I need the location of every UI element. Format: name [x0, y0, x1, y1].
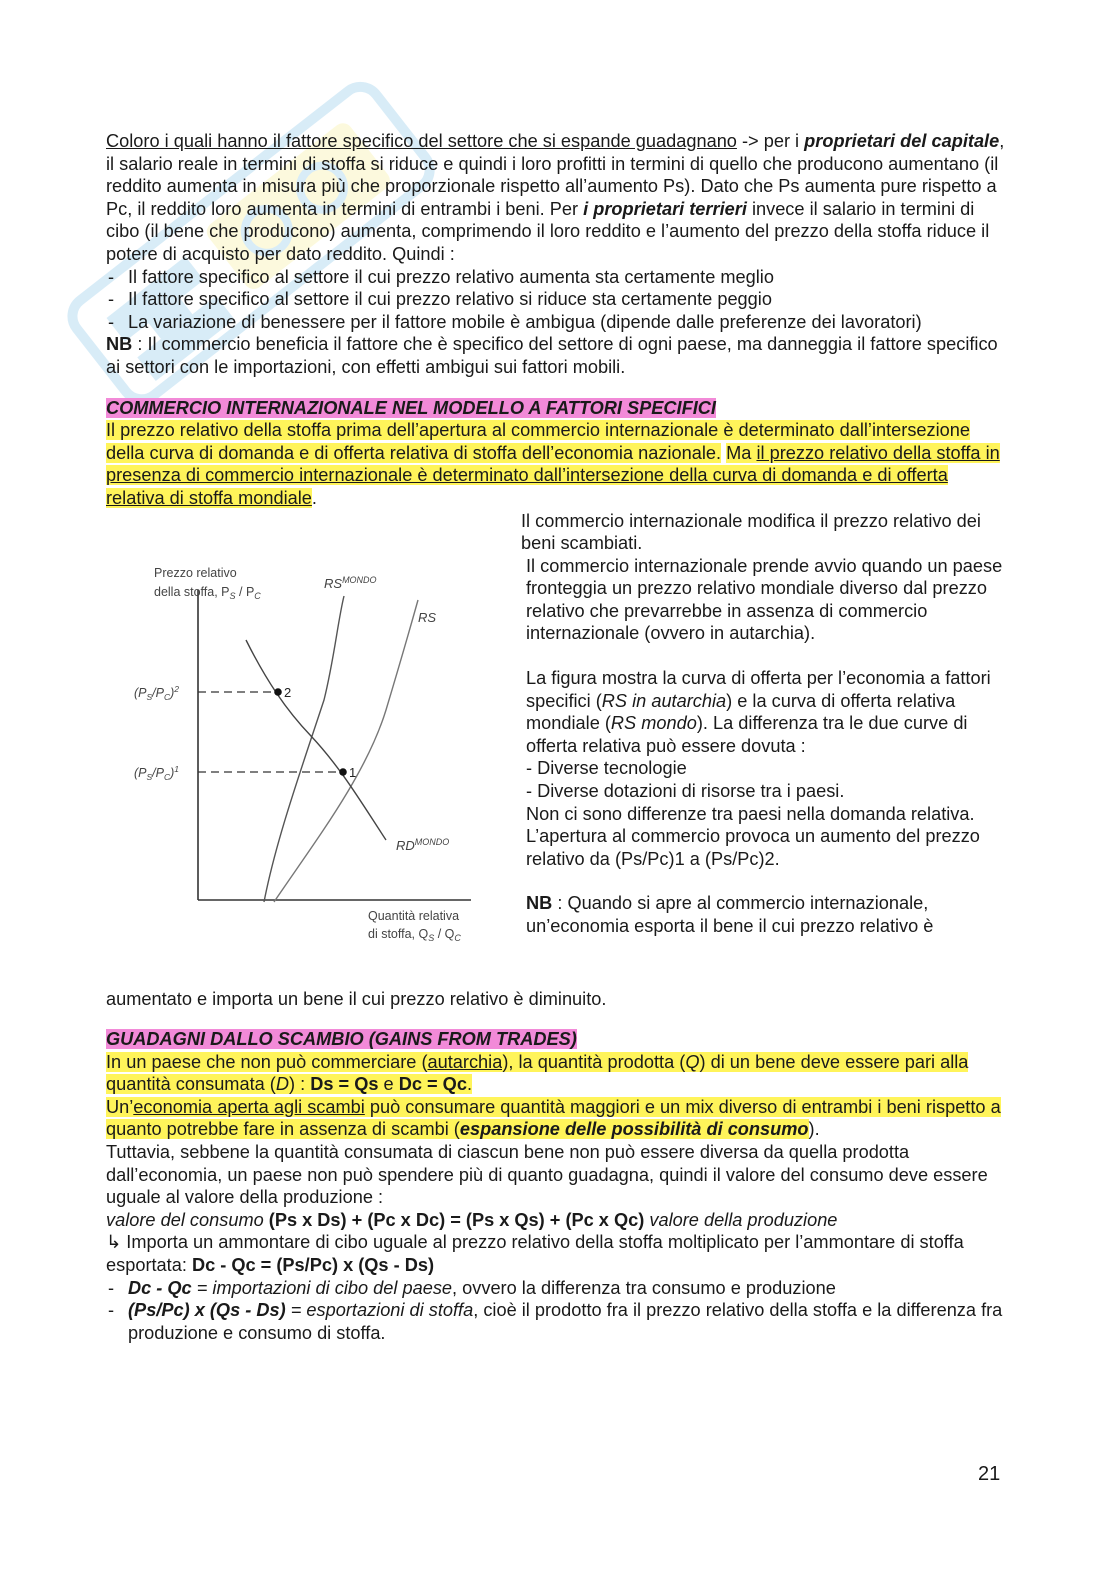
bullet-list-1: [106, 266, 1006, 334]
y-axis-label-1: Prezzo relativo: [154, 565, 237, 580]
price-level-2-label: $(P_S/P_C)^2$: [134, 683, 180, 702]
nb-paragraph-2: NB : Quando si apre al commercio internazionale, un’economia esporta il bene il cui prezzo relativo è: [526, 893, 934, 936]
section-title-commercio: COMMERCIO INTERNAZIONALE NEL MODELLO A FATTORI SPECIFICI: [106, 397, 716, 418]
return-arrow-icon: ↳: [106, 1232, 122, 1253]
value-equation: valore del consumo (Ps x Ds) + (Pc x Dc) = (Ps x Qs) + (Pc x Qc) valore della produzione: [106, 1209, 838, 1230]
point-1-label: 1: [349, 764, 357, 780]
list-item: - La variazione di benessere per il fattore mobile è ambigua (dipende dalle preferenze dei lavoratori): [106, 311, 1006, 334]
section2-paragraph-a: In un paese che non può commerciare (autarchia), la quantità prodotta (Q) di un bene deve essere pari alla quantità consumata (D) : Ds = Qs e Dc = Qc.: [106, 1051, 969, 1095]
x-axis-label-2: di stoffa, $Q_S / Q_C$: [368, 926, 461, 943]
equilibrium-point-2: [274, 688, 282, 696]
section2-paragraph-b: Un’economia aperta agli scambi può consumare quantità maggiori e un mix diverso di entrambi i beni rispetto a quanto potrebbe fare in assenza di scambi (espansione delle possibilità di consumo).: [106, 1096, 1001, 1140]
figtext-p4: Non ci sono differenze tra paesi nella domanda relativa. L’apertura al commercio provoca un aumento del prezzo relativo da (Ps/Pc)1 a (Ps/Pc)2.: [526, 803, 980, 869]
relative-supply-demand-figure: [106, 510, 506, 988]
list-item: - Dc - Qc = importazioni di cibo del paese, ovvero la differenza tra consumo e produzione: [106, 1277, 1006, 1300]
equilibrium-point-1: [339, 768, 347, 776]
rs-label: RS: [418, 609, 437, 625]
figtext-l1: - Diverse tecnologie: [526, 758, 687, 779]
y-axis-label-2: della stoffa, $P_S / P_C$: [154, 584, 261, 601]
figtext-p1: Il commercio internazionale modifica il prezzo relativo dei beni scambiati.: [521, 510, 981, 554]
nb-paragraph-2-cont: aumentato e importa un bene il cui prezzo relativo è diminuito.: [106, 988, 607, 1009]
land-owners: i proprietari terrieri: [583, 198, 747, 219]
figtext-l2: - Diverse dotazioni di risorse tra i paesi.: [526, 781, 845, 802]
point-2-label: 2: [284, 684, 292, 700]
section1-paragraph: Il prezzo relativo della stoffa prima dell’apertura al commercio internazionale è determinato dall’intersezione della curva di domanda e di offerta relativa di stoffa dell’economia nazionale. Ma il prezzo relativo della stoffa in presenza di commercio internazionale è determinato dall’intersezione della curva di domanda e di offerta relativa di stoffa mondiale.: [106, 420, 1000, 508]
capital-owners: proprietari del capitale: [804, 131, 1000, 151]
rs-mondo-curve: [264, 596, 344, 902]
list-item: - Il fattore specifico al settore il cui prezzo relativo aumenta sta certamente meglio: [106, 266, 1006, 289]
section2-paragraph-c: Tuttavia, sebbene la quantità consumata di ciascun bene non può essere diversa da quella prodotta dall’economia, un paese non può spendere più di quanto guadagna, quindi il valore del consumo deve essere uguale al valore della produzione :: [106, 1142, 988, 1208]
section-title-guadagni: GUADAGNI DALLO SCAMBIO (GAINS FROM TRADES): [106, 1029, 577, 1050]
figtext-p3: La figura mostra la curva di offerta per l’economia a fattori specifici (RS in autarchia) e la curva di offerta relativa mondiale (RS mondo). La differenza tra le due curve di offerta relativa può essere dovuta :: [526, 668, 991, 756]
figtext-p2: Il commercio internazionale prende avvio quando un paese fronteggia un prezzo relativo mondiale diverso dal prezzo relativo che prevarrebbe in assenza di commercio internazionale (ovvero in autarchia).: [526, 555, 1003, 644]
figure-row: [106, 510, 1006, 988]
figure-explanation: [521, 510, 1006, 938]
price-level-1-label: $(P_S/P_C)^1$: [134, 763, 180, 782]
intro-paragraph: Coloro i quali hanno il fattore specifico del settore che si espande guadagnano -> per i proprietari del capitale, il salario reale in termini di stoffa si riduce e quindi i loro profitti in termini di quello che producono aumentano (il reddito aumenta in misura più che proporzionale rispetto all’aumento Ps). Dato che Ps aumenta pure rispetto a Pc, il reddito loro aumenta in termini di entrambi i beni. Per i proprietari terrieri invece il salario in termini di cibo (il bene che producono) aumenta, comprimendo il loro reddito e l’aumento del prezzo della stoffa riduce il potere di acquisto per dato reddito. Quindi :: [106, 131, 1005, 264]
list-item: - Il fattore specifico al settore il cui prezzo relativo si riduce sta certamente peggio: [106, 288, 1006, 311]
nb-paragraph-1: NB : Il commercio beneficia il fattore che è specifico del settore di ogni paese, ma danneggia il fattore specifico ai settori con le importazioni, con effetti ambigui sui fattori mobili.: [106, 334, 998, 377]
list-item: - (Ps/Pc) x (Qs - Ds) = esportazioni di stoffa, cioè il prodotto fra il prezzo relativo della stoffa e la differenza fra produzione e consumo di stoffa.: [106, 1299, 1006, 1344]
import-equation-paragraph: ↳ Importa un ammontare di cibo uguale al prezzo relativo della stoffa moltiplicato per l’ammontare di stoffa esportata: Dc - Qc = (Ps/Pc) x (Qs - Ds): [106, 1232, 964, 1276]
bullet-list-2: [106, 1277, 1006, 1345]
rd-mondo-label: $RD^{MONDO}$: [396, 836, 450, 853]
rd-mondo-curve: [246, 640, 386, 840]
intro-underlined: Coloro i quali hanno il fattore specifico del settore che si espande guadagnano: [106, 131, 737, 151]
x-axis-label-1: Quantità relativa: [368, 908, 460, 923]
rs-mondo-label: $RS^{MONDO}$: [324, 574, 377, 591]
document-body: [106, 130, 1006, 1344]
rs-curve: [274, 600, 418, 902]
page-number: 21: [978, 1463, 1001, 1485]
